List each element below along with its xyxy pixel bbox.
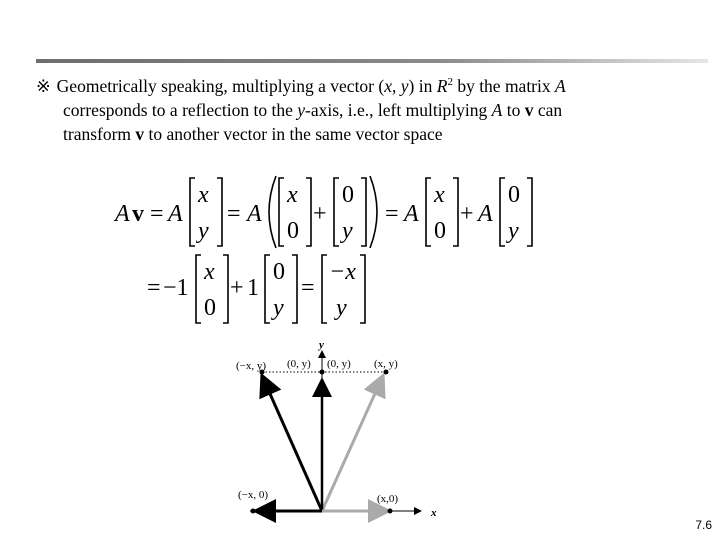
bullet-line-2: corresponds to a reflection to the y-axis, i.e., left multiplying A to v can — [63, 99, 563, 120]
m1-x: x — [198, 182, 209, 208]
vector-negx-y — [263, 378, 322, 511]
label-x-0: (x,0) — [377, 493, 399, 505]
eq1-eq3: = — [385, 201, 399, 227]
slide-number: 7.6 — [695, 518, 712, 532]
point-x-0 — [388, 509, 393, 514]
eq2-one: 1 — [247, 275, 259, 301]
m3-0: 0 — [342, 182, 354, 208]
label-negx-y: (−x, y) — [236, 360, 267, 372]
m6-0: 0 — [204, 295, 216, 321]
m6-x: x — [204, 259, 215, 285]
eq1-eq: = — [150, 201, 164, 227]
eq1-A5: A — [478, 201, 493, 227]
label-x-y: (x, y) — [374, 358, 398, 370]
label-0-y-right: (0, y) — [327, 358, 351, 370]
eq1-A2: A — [168, 201, 183, 227]
point-0-y — [320, 370, 325, 375]
m3-y: y — [342, 218, 353, 244]
point-negx-0 — [251, 509, 256, 514]
eq1-A4: A — [404, 201, 419, 227]
eq1-eq2: = — [227, 201, 241, 227]
reference-mark-icon: ※ — [36, 75, 51, 96]
x-axis-label: x — [431, 507, 437, 519]
m1-y: y — [198, 218, 209, 244]
label-0-y-left: (0, y) — [287, 358, 311, 370]
m2-x: x — [287, 182, 298, 208]
m4-0: 0 — [434, 218, 446, 244]
eq1-v: v — [132, 201, 144, 227]
m5-y: y — [508, 218, 519, 244]
eq1-A3: A — [247, 201, 262, 227]
eq2-eq: = — [147, 275, 161, 301]
label-negx-0: (−x, 0) — [238, 489, 269, 501]
m4-x: x — [434, 182, 445, 208]
m7-y: y — [273, 295, 284, 321]
m8-y: y — [336, 295, 347, 321]
m2-0: 0 — [287, 218, 299, 244]
m7-0: 0 — [273, 259, 285, 285]
y-axis-label: y — [319, 339, 324, 351]
m8-negx: −x — [329, 259, 356, 285]
bullet-line-1: ※ Geometrically speaking, multiplying a vector (x, y) in $R^2$ by the matrix A — [36, 75, 566, 96]
bullet-line-3: transform v to another vector in the same vector space — [63, 123, 443, 144]
eq1-A: A — [115, 201, 130, 227]
eq1-plus: + — [313, 201, 327, 227]
eq1-plus2: + — [460, 201, 474, 227]
m5-0: 0 — [508, 182, 520, 208]
eq2-eq2: = — [301, 275, 315, 301]
vector-x-y — [322, 378, 382, 511]
eq2-plus: + — [230, 275, 244, 301]
eq2-neg-one: −1 — [163, 275, 189, 301]
point-x-y — [384, 370, 389, 375]
